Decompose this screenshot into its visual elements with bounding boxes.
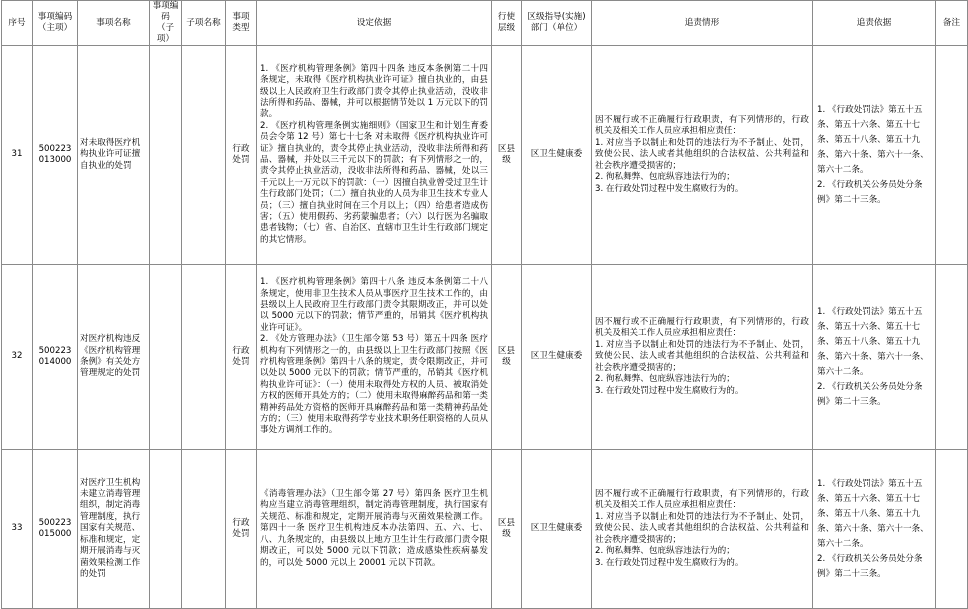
cell-type: 行政 处罚 — [226, 265, 257, 450]
table-row — [2, 265, 968, 450]
cell-name: 对医疗卫生机构未建立消毒管理组织，制定消毒管理制度，执行国家有关规范、标准和规定，定期开展消毒与灭菌效果检测工作的处罚 — [78, 450, 150, 609]
cell-type: 行政 处罚 — [226, 46, 257, 265]
cell-code: 500223 015000 — [33, 450, 78, 609]
cell-dept: 区卫生健康委 — [522, 265, 592, 450]
cell-sub-name — [182, 265, 226, 450]
cell-remark — [936, 450, 968, 609]
header-row — [2, 1, 968, 46]
cell-seq: 33 — [2, 450, 33, 609]
header-sub-name: 子项名称 — [182, 1, 226, 46]
cell-remark — [936, 46, 968, 265]
cell-sub-code — [150, 265, 182, 450]
cell-name: 对未取得医疗机构执业许可证擅自执业的处罚 — [78, 46, 150, 265]
cell-duty: 因不履行或不正确履行行政职责，有下列情形的，行政机关及相关工作人员应承担相应责任： 1. 对应当予以制止和处罚的违法行为不予制止、处罚，致使公民、法人或者其他组织的合法权益、公共利益和社会秩序遭受损害的； 2. 徇私舞弊、包庇纵容违法行为的； 3. 在行政处罚过程中发生腐败行为的。 — [592, 46, 813, 265]
header-remark: 备注 — [936, 1, 968, 46]
cell-basis: 《消毒管理办法》（卫生部令第 27 号）第四条 医疗卫生机构应当建立消毒管理组织，制定消毒管理制度，执行国家有关规范、标准和规定，定期开展消毒与灭菌效果检测工作。第四十一条 医疗卫生机构违反本办法第四、五、六、七、八、九条规定的，由县级以上地方卫生计生行政部门责令限期改正，可以处 5000 元以下罚款；造成感染性疾病暴发的，可以处 5000 元以上 20001 元以下罚款。 — [257, 450, 492, 609]
cell-type: 行政 处罚 — [226, 450, 257, 609]
cell-level: 区县 级 — [492, 265, 522, 450]
cell-dept: 区卫生健康委 — [522, 46, 592, 265]
cell-duty: 因不履行或不正确履行行政职责，有下列情形的，行政机关及相关工作人员应承担相应责任： 1. 对应当予以制止和处罚的违法行为不予制止、处罚，致使公民、法人或者其他组织的合法权益、公共利益和社会秩序遭受损害的； 2. 徇私舞弊、包庇纵容违法行为的； 3. 在行政处罚过程中发生腐败行为的。 — [592, 265, 813, 450]
cell-code: 500223 013000 — [33, 46, 78, 265]
cell-basis: 1. 《医疗机构管理条例》第四十八条 违反本条例第二十八条规定，使用非卫生技术人员从事医疗卫生技术工作的，由县级以上人民政府卫生行政部门责令其限期改正，并可以处以 5000 元以下的罚款；情节严重的，吊销其《医疗机构执业许可证》。 2. 《处方管理办法》（卫生部令第 53 号）第五十四条 医疗机构有下列情形之一的，由县级以上卫生行政部门按照《医疗机构管理条例》第四十八条的规定，责令限期改正，并可以处以 5000 元以下的罚款；情节严重的，吊销其《医疗机构执业许可证》：（一）使用未取得处方权的人员、被取消处方权的医师开具处方的；（二）使用未取得麻醉药品和第一类精神药品处方资格的医师开具麻醉药品和第一类精神药品处方的；（三）使用未取得药学专业技术职务任职资格的人员从事处方调剂工作的。 — [257, 265, 492, 450]
cell-duty: 因不履行或不正确履行行政职责，有下列情形的，行政机关及相关工作人员应承担相应责任： 1. 对应当予以制止和处罚的违法行为不予制止、处罚，致使公民、法人或者其他组织的合法权益、公共利益和社会秩序遭受损害的； 2. 徇私舞弊、包庇纵容违法行为的； 3. 在行政处罚过程中发生腐败行为的。 — [592, 450, 813, 609]
cell-sub-name — [182, 46, 226, 265]
cell-seq: 32 — [2, 265, 33, 450]
header-seq: 序号 — [2, 1, 33, 46]
header-type: 事项 类型 — [226, 1, 257, 46]
cell-sub-name — [182, 450, 226, 609]
cell-remark — [936, 265, 968, 450]
cell-basis: 1. 《医疗机构管理条例》第四十四条 违反本条例第二十四条规定，未取得《医疗机构执业许可证》擅自执业的，由县级以上人民政府卫生行政部门责令其停止执业活动，没收非法所得和药品、器械，并可以根据情节处以 1 万元以下的罚款。 2. 《医疗机构管理条例实施细则》（国家卫生和计划生育委员会令第 12 号）第七十七条 对未取得《医疗机构执业许可证》擅自执业的，责令其停止执业活动，没收非法所得和药品、器械，并处以三千元以下的罚款；有下列情形之一的，责令其停止执业活动，没收非法所得和药品、器械，处以三千元以上一万元以下的罚款：（一）因擅自执业曾受过卫生计生行政部门处罚；（二）擅自执业的人员为非卫生技术专业人员；（三）擅自执业时间在三个月以上；（四）给患者造成伤害；（五）使用假药、劣药蒙骗患者；（六）以行医为名骗取患者钱物；（七）省、自治区、直辖市卫生计生行政部门规定的其它情形。 — [257, 46, 492, 265]
header-dept: 区级指导(实施) 部门（单位） — [522, 1, 592, 46]
cell-sub-code — [150, 46, 182, 265]
cell-code: 500223 014000 — [33, 265, 78, 450]
cell-duty-basis: 1. 《行政处罚法》第五十五条、第五十六条、第五十七条、第五十八条、第五十九条、第六十条、第六十一条、第六十二条。 2. 《行政机关公务员处分条例》第二十三条。 — [813, 450, 936, 609]
cell-level: 区县 级 — [492, 46, 522, 265]
header-level: 行使 层级 — [492, 1, 522, 46]
table-row — [2, 450, 968, 609]
cell-level: 区县 级 — [492, 450, 522, 609]
header-duty-basis: 追责依据 — [813, 1, 936, 46]
cell-duty-basis: 1. 《行政处罚法》第五十五条、第五十六条、第五十七条、第五十八条、第五十九条、第六十条、第六十一条、第六十二条。 2. 《行政机关公务员处分条例》第二十三条。 — [813, 265, 936, 450]
responsibility-table — [1, 0, 968, 609]
header-code: 事项编码 （主项） — [33, 1, 78, 46]
header-name: 事项名称 — [78, 1, 150, 46]
header-sub-code: 事项编 码 （子项） — [150, 1, 182, 46]
header-basis: 设定依据 — [257, 1, 492, 46]
header-duty: 追责情形 — [592, 1, 813, 46]
cell-sub-code — [150, 450, 182, 609]
cell-duty-basis: 1. 《行政处罚法》第五十五条、第五十六条、第五十七条、第五十八条、第五十九条、第六十条、第六十一条、第六十二条。 2. 《行政机关公务员处分条例》第二十三条。 — [813, 46, 936, 265]
cell-dept: 区卫生健康委 — [522, 450, 592, 609]
cell-seq: 31 — [2, 46, 33, 265]
cell-name: 对医疗机构违反《医疗机构管理条例》有关处方管理规定的处罚 — [78, 265, 150, 450]
table-row — [2, 46, 968, 265]
